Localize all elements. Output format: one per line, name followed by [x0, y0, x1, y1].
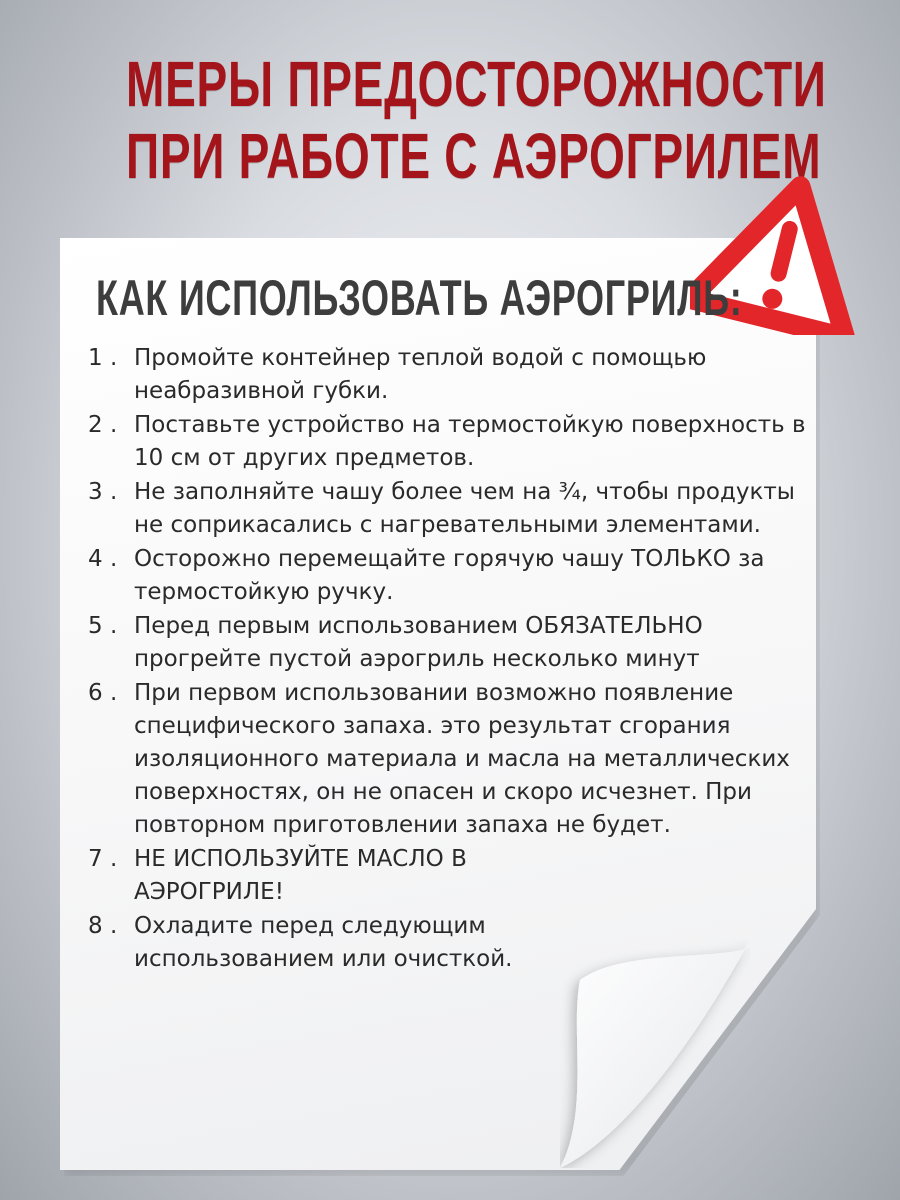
section-heading: КАК ИСПОЛЬЗОВАТЬ АЭРОГРИЛЬ: [96, 270, 743, 326]
step-text: НЕ ИСПОЛЬЗУЙТЕ МАСЛО В АЭРОГРИЛЕ! [134, 846, 467, 905]
title-line-1: МЕРЫ ПРЕДОСТОРОЖНОСТИ [126, 48, 827, 120]
step-text: Перед первым использованием ОБЯЗАТЕЛЬНО прогрейте пустой аэрогриль несколько минут [134, 613, 703, 672]
instruction-list [88, 342, 808, 977]
list-item [88, 476, 808, 542]
step-number: 7 . [88, 846, 118, 872]
list-item [88, 910, 808, 976]
step-number: 1 . [88, 345, 118, 371]
list-item [88, 610, 808, 676]
step-number: 2 . [88, 412, 118, 438]
step-text: Не заполняйте чашу более чем на ¾, чтобы продукты не соприкасались с нагревательными элементами. [134, 479, 795, 538]
title-line-2: ПРИ РАБОТЕ С АЭРОГРИЛЕМ [126, 120, 822, 192]
step-number: 4 . [88, 546, 118, 572]
step-text: Поставьте устройство на термостойкую поверхность в 10 см от других предметов. [134, 412, 806, 471]
step-number: 6 . [88, 680, 118, 706]
step-text: Охладите перед следующим использованием или очисткой. [134, 913, 513, 972]
list-item [88, 409, 808, 475]
page-title [126, 48, 827, 192]
step-text: При первом использовании возможно появление специфического запаха. это результат сгорания изоляционного материала и масла на металлических поверхностях, он не опасен и скоро исчезнет. При повторном приготовлении запаха не будет. [134, 680, 790, 838]
list-item [88, 677, 808, 842]
step-text: Осторожно перемещайте горячую чашу ТОЛЬКО за термостойкую ручку. [134, 546, 765, 605]
list-item [88, 843, 808, 909]
list-item [88, 543, 808, 609]
step-text: Промойте контейнер теплой водой с помощью неабразивной губки. [134, 345, 707, 404]
list-item [88, 342, 808, 408]
step-number: 8 . [88, 913, 118, 939]
step-number: 3 . [88, 479, 118, 505]
step-number: 5 . [88, 613, 118, 639]
